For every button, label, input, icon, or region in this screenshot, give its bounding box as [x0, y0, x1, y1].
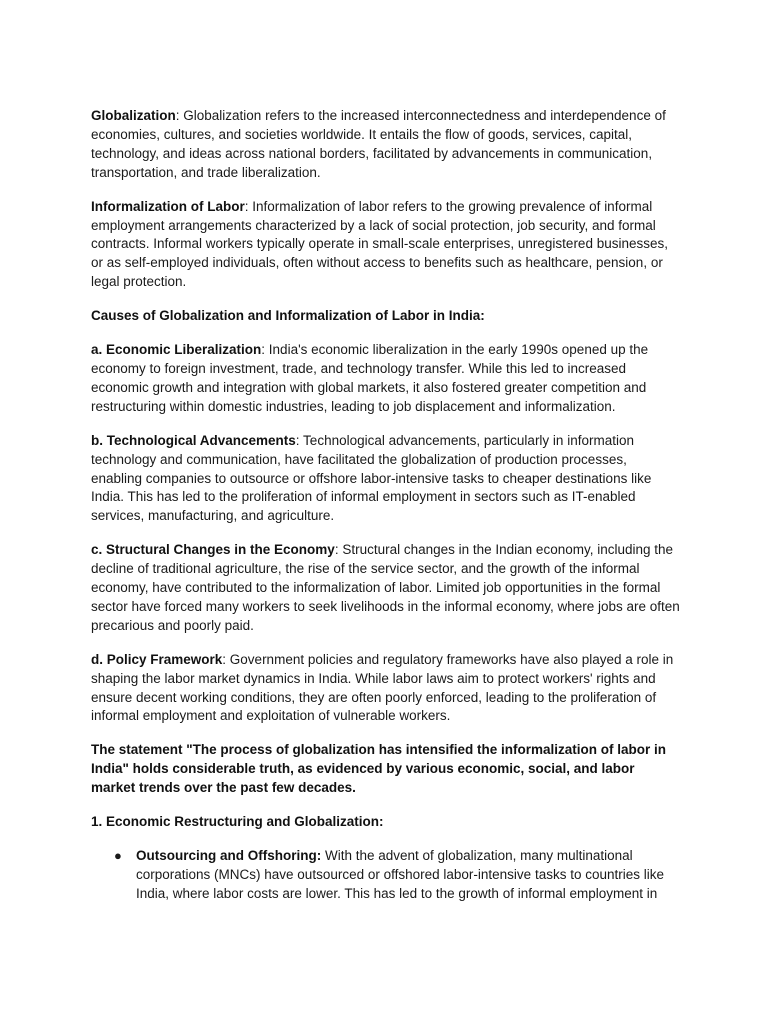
- cause-structural-changes: [91, 541, 681, 636]
- definition-informalization-text: : Informalization of labor refers to the growing prevalence of informal employment arrangements characterized by a lack of social protection, job security, and formal contracts. Informal workers typically operate in small-scale enterprises, unregistered businesses, or as self-employed individuals, often without access to benefits such as healthcare, pension, or legal protection.: [91, 198, 668, 290]
- cause-text: : Government policies and regulatory frameworks have also played a role in shaping the labor market dynamics in India. While labor laws aim to protect workers' rights and ensure decent working conditions, they are often poorly enforced, leading to the proliferation of informal employment and exploitation of vulnerable workers.: [91, 651, 674, 724]
- bullet-text: [136, 848, 664, 901]
- section-1-heading: 1. Economic Restructuring and Globalization:: [91, 814, 384, 830]
- bullet-body: With the advent of globalization, many multinational corporations (MNCs) have outsourced or offshored labor-intensive tasks to countries like India, where labor costs are lower. This has led to the growth of informal employment in: [136, 848, 664, 901]
- statement-paragraph: The statement "The process of globalization has intensified the informalization of labor in India" holds considerable truth, as evidenced by various economic, social, and labor market trends over the past few decades.: [91, 742, 666, 796]
- bullet-term: Outsourcing and Offshoring:: [136, 848, 322, 863]
- cause-term: b. Technological Advancements: [91, 432, 296, 448]
- definition-globalization-text: : Globalization refers to the increased interconnectedness and interdependence of economies, cultures, and societies worldwide. It entails the flow of goods, services, capital, technology, and ideas across national borders, facilitated by advancements in communication, transportation, and trade liberalization.: [91, 108, 666, 180]
- cause-text: : Technological advancements, particularly in information technology and communication, have facilitated the globalization of production processes, enabling companies to outsource or offshore labor-intensive tasks to cheaper destinations like India. This has led to the proliferation of informal employment in sectors such as IT-enabled services, manufacturing, and agriculture.: [91, 432, 652, 524]
- cause-economic-liberalization: [91, 341, 681, 417]
- definition-globalization: [91, 107, 681, 183]
- cause-policy-framework: [91, 651, 681, 727]
- cause-text: : India's economic liberalization in the early 1990s opened up the economy to foreign investment, trade, and technology transfer. While this led to increased economic growth and integration with global markets, it also fostered greater competition and restructuring within domestic industries, leading to job displacement and informalization.: [91, 342, 649, 414]
- bullet-icon: ●: [114, 848, 122, 863]
- cause-term: d. Policy Framework: [91, 651, 223, 667]
- cause-text: : Structural changes in the Indian economy, including the decline of traditional agriculture, the rise of the service sector, and the growth of the informal economy, have contributed to the informalization of labor. Limited job opportunities in the formal sector have forced many workers to seek livelihoods in the informal economy, where jobs are often precarious and poorly paid.: [91, 542, 680, 633]
- term-globalization: Globalization: [91, 108, 176, 123]
- bullet-list: [91, 847, 681, 904]
- cause-technological-advancements: [91, 432, 681, 527]
- causes-heading: Causes of Globalization and Informalization of Labor in India:: [91, 308, 485, 324]
- definition-informalization: [91, 198, 681, 293]
- cause-term: a. Economic Liberalization: [91, 342, 262, 358]
- cause-term: c. Structural Changes in the Economy: [91, 542, 335, 558]
- document-body: [91, 107, 681, 904]
- term-informalization: Informalization of Labor: [91, 198, 245, 214]
- list-item-outsourcing: [91, 847, 681, 904]
